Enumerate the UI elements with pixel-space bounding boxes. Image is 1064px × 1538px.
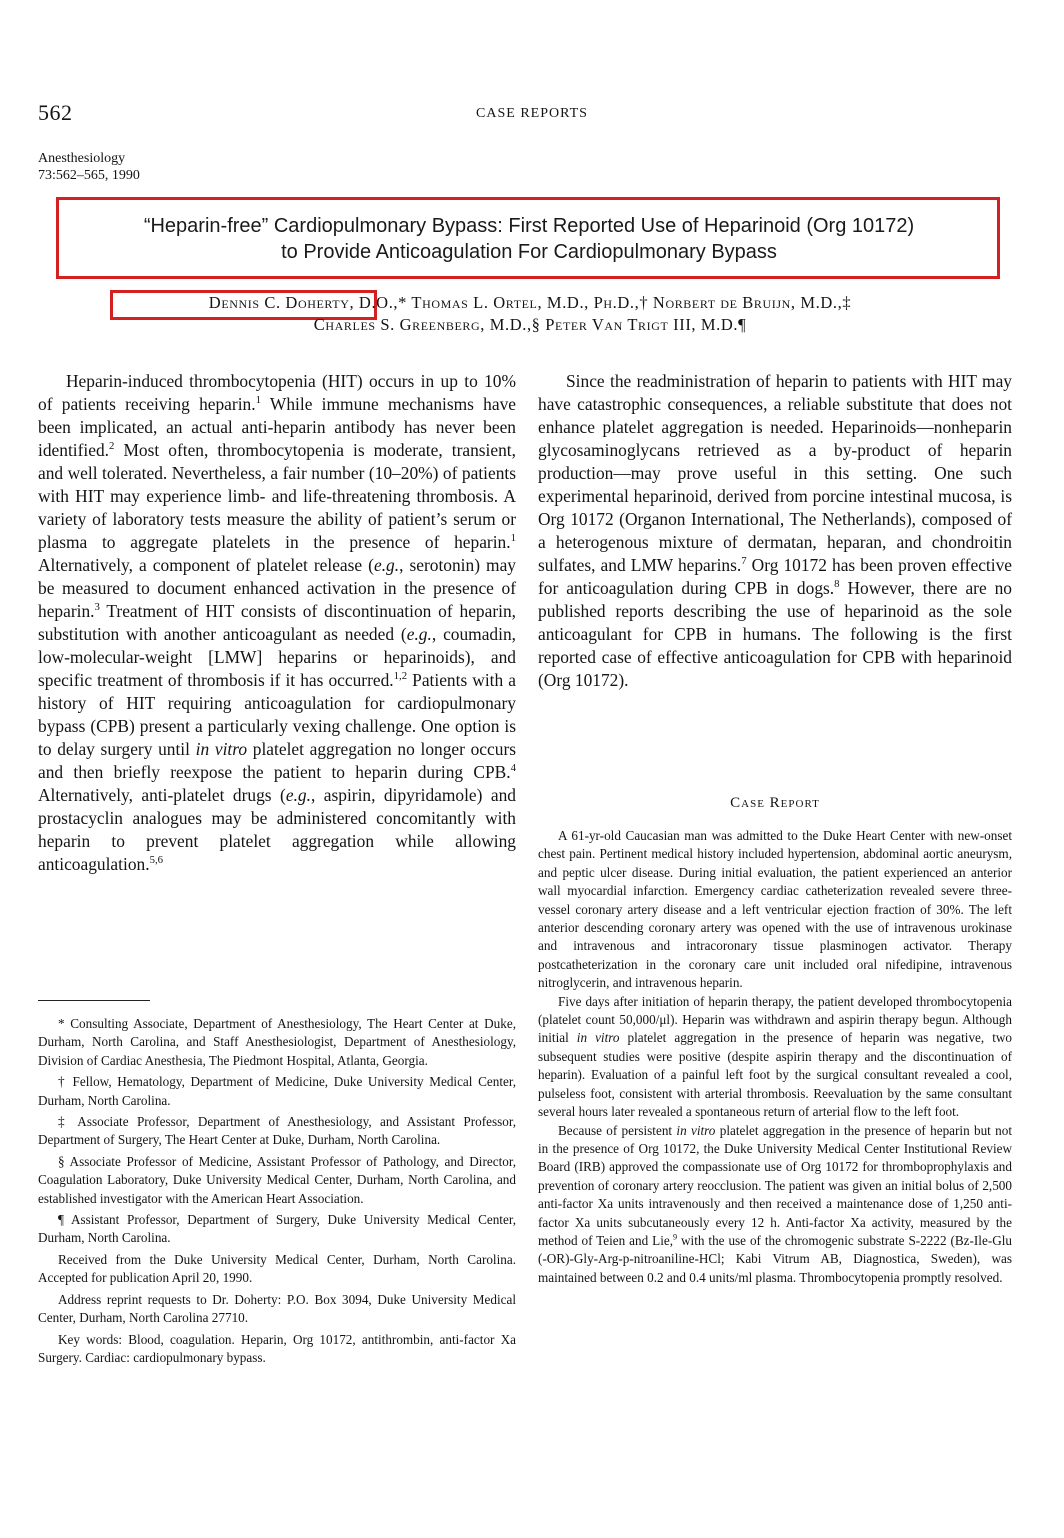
italic-text: e.g. xyxy=(406,624,432,644)
text: Patients with a history of HIT requiring anticoagulation for cardiopulmonary bypass (CPB) present a particularly vexing challenge. One option is to delay surgery until xyxy=(38,670,516,759)
intro-paragraph-2 xyxy=(538,370,1012,692)
text: Treatment of HIT consists of discontinuation of heparin, substitution with another anticoagulant as needed ( xyxy=(38,601,516,644)
text: platelet aggregation in the presence of heparin was negative, two subsequent studies were positive (despite aspirin therapy and the discontinuation of heparin). Evaluation of a painful left foot by the surgical consultant revealed a cool, pulseless foot, consistent with arterial thrombosis. Reevaluation by the same consultant several hours later revealed a spontaneous return of arterial flow to the left foot. xyxy=(538,1030,1012,1120)
footnote: Key words: Blood, coagulation. Heparin, Org 10172, antithrombin, anti-factor Xa Surgery. Cardiac: cardiopulmonary bypass. xyxy=(38,1331,516,1365)
other-authors-1: * Thomas L. Ortel, M.D., Ph.D.,† Norbert de Bruijn, M.D.,‡ xyxy=(398,293,852,312)
footnote: § Associate Professor of Medicine, Assistant Professor of Pathology, and Director, Coagulation Laboratory, Duke University Medical Center, Durham, North Carolina, and established investigator with the American Heart Association. xyxy=(38,1153,516,1206)
case-paragraph-1: A 61-yr-old Caucasian man was admitted to the Duke Heart Center with new-onset chest pain. Pertinent medical history included hypertension, abdominal aortic aneurysm, and peptic ulcer disease. During initial evaluation, the patient experienced an anterior wall myocardial infarction. Emergency cardiac catheterization revealed severe three-vessel coronary artery disease and a left ventricular ejection fraction of 30%. The left anterior descending coronary artery was opened with the use of intravenous urokinase and intravenous and intracoronary tissue plasminogen activator. Therapy postcatheterization in the coronary care unit included oral nifedipine, intravenous nitroglycerin, and intravenous heparin. xyxy=(538,828,1012,991)
ref: 1 xyxy=(255,394,261,407)
ref: 9 xyxy=(673,1232,678,1242)
text: Org 10172 has been proven effective for anticoagulation during CPB in dogs. xyxy=(538,555,1012,598)
ref: 5,6 xyxy=(149,854,164,867)
text: However, there are no published reports describing the use of heparinoid as the sole anticoagulant for CPB in humans. The following is the first reported case of effective anticoagulation for CPB with heparinoid (Org 10172). xyxy=(538,578,1012,690)
text: , coumadin, low-molecular-weight [LMW] heparins or heparinoids), and specific treatment of thrombosis if it has occurred. xyxy=(38,624,516,690)
footnote: † Fellow, Hematology, Department of Medicine, Duke University Medical Center, Durham, North Carolina. xyxy=(38,1074,516,1108)
text: Alternatively, a component of platelet release ( xyxy=(38,555,374,575)
text: platelet aggregation in the presence of heparin but not in the presence of Org 10172, the Duke University Medical Center Institutional Review Board (IRB) approved the compassionate use of Org 10172 for thromboprophylaxis and prevention of coronary artery reocclusion. The patient was given an initial bolus of 2,500 anti-factor Xa units intravenously and then received a maintenance dose of 1,250 anti-factor Xa units subcutaneously every 12 h. Anti-factor Xa activity, measured by the method of Teien and Lie, xyxy=(538,1122,1012,1248)
footnote: ‡ Associate Professor, Department of Anesthesiology, and Assistant Professor, Department of Surgery, The Heart Center at Duke, Durham, North Carolina. xyxy=(38,1114,516,1148)
text: , aspirin, dipyridamole) and prostacyclin analogues may be administered concomitantly with heparin to prevent platelet aggregation while allowing anticoagulation. xyxy=(38,785,517,874)
footnote: * Consulting Associate, Department of Anesthesiology, The Heart Center at Duke, Durham, North Carolina, and Staff Anesthesiologist, Department of Anesthesiology, Division of Cardiac Anesthesia, The Piedmont Hospital, Atlanta, Georgia. xyxy=(38,1016,516,1068)
italic-text: in vitro xyxy=(676,1122,716,1138)
intro-left-column xyxy=(38,370,516,876)
ref: 2 xyxy=(109,440,115,453)
article-title xyxy=(64,213,994,265)
journal-citation xyxy=(38,150,140,184)
text: Since the readministration of heparin to patients with HIT may have catastrophic consequences, a reliable substitute that does not enhance platelet aggregation is needed. Heparinoids—nonheparin glycosaminoglycans retrieved as a by-product of heparin production—may prove useful in this setting. One such experimental heparinoid, derived from porcine intestinal mucosa, is Org 10172 (Organon International, The Netherlands), composed of a heterogenous mixture of dermatan, heparan, and chondroitin sulfates, and LMW heparins. xyxy=(538,371,1012,575)
text: While immune mechanisms have been implicated, an actual anti-heparin antibody has never been identified. xyxy=(38,394,517,460)
author-list xyxy=(60,292,1000,336)
ref: 8 xyxy=(834,578,840,591)
text: Because of persistent xyxy=(558,1122,677,1138)
section-heading-case-report: Case Report xyxy=(730,795,820,811)
ref: 4 xyxy=(510,762,516,775)
intro-paragraph-1 xyxy=(38,370,516,876)
first-author: Dennis C. Doherty, D.O., xyxy=(208,293,399,312)
page-number: 562 xyxy=(38,100,73,125)
text: Heparin-induced thrombocytopenia (HIT) occurs in up to 10% of patients receiving heparin. xyxy=(38,371,516,414)
journal-name: Anesthesiology xyxy=(38,151,126,166)
case-paragraph-3 xyxy=(538,1122,1012,1288)
text: Alternatively, anti-platelet drugs ( xyxy=(38,785,286,805)
italic-text: e.g. xyxy=(285,785,311,805)
running-head: CASE REPORTS xyxy=(476,106,588,121)
footnote: ¶ Assistant Professor, Department of Surgery, Duke University Medical Center, Durham, North Carolina. xyxy=(38,1212,516,1246)
footnote: Received from the Duke University Medical Center, Durham, North Carolina. Accepted for publication April 20, 1990. xyxy=(38,1251,516,1286)
text: Most often, thrombocytopenia is moderate, transient, and well tolerated. Nevertheless, a fair number (10–20%) of patients with HIT may experience limb- and life-threatening thrombosis. A variety of laboratory tests measure the ability of patient’s serum or plasma to aggregate platelets in the presence of heparin. xyxy=(38,440,516,552)
italic-text: in vitro xyxy=(195,739,248,759)
case-paragraph-2 xyxy=(538,993,1012,1122)
italic-text: e.g. xyxy=(373,555,400,575)
footnote: Address reprint requests to Dr. Doherty: P.O. Box 3094, Duke University Medical Center, Durham, North Carolina 27710. xyxy=(38,1291,516,1326)
author-line-2: Charles S. Greenberg, M.D.,§ Peter Van Trigt III, M.D.¶ xyxy=(313,315,747,334)
case-report-body xyxy=(538,827,1012,1287)
title-line-1: “Heparin-free” Cardiopulmonary Bypass: First Reported Use of Heparinoid (Org 10172) xyxy=(143,215,915,237)
ref: 1 xyxy=(510,532,516,545)
text: with the use of the chromogenic substrate S-2222 (Bz-Ile-Glu (-OR)-Gly-Arg-p-nitroaniline-HCl; Kabi Vitrum AB, Diagnostica, Sweden), was maintained between 0.2 and 0.4 units/ml plasma. Thrombocytopenia promptly resolved. xyxy=(538,1232,1012,1285)
ref: 1,2 xyxy=(393,670,408,683)
intro-right-column xyxy=(538,370,1012,692)
ref: 7 xyxy=(741,555,747,568)
citation: 73:562–565, 1990 xyxy=(38,168,140,183)
ref: 3 xyxy=(94,601,100,614)
text: platelet aggregation no longer occurs and then briefly reexpose the patient to heparin during CPB. xyxy=(38,739,516,782)
text: , serotonin) may be measured to document enhanced activation in the presence of heparin. xyxy=(38,555,516,621)
footnote-rule xyxy=(38,1000,150,1001)
footnotes xyxy=(38,1015,516,1370)
italic-text: in vitro xyxy=(576,1030,620,1046)
title-line-2: to Provide Anticoagulation For Cardiopulmonary Bypass xyxy=(281,241,777,263)
text: Five days after initiation of heparin therapy, the patient developed thrombocytopenia (platelet count 50,000/μl). Heparin was withdrawn and aspirin therapy begun. Although initial xyxy=(538,993,1012,1046)
author-line-1 xyxy=(60,292,1000,314)
